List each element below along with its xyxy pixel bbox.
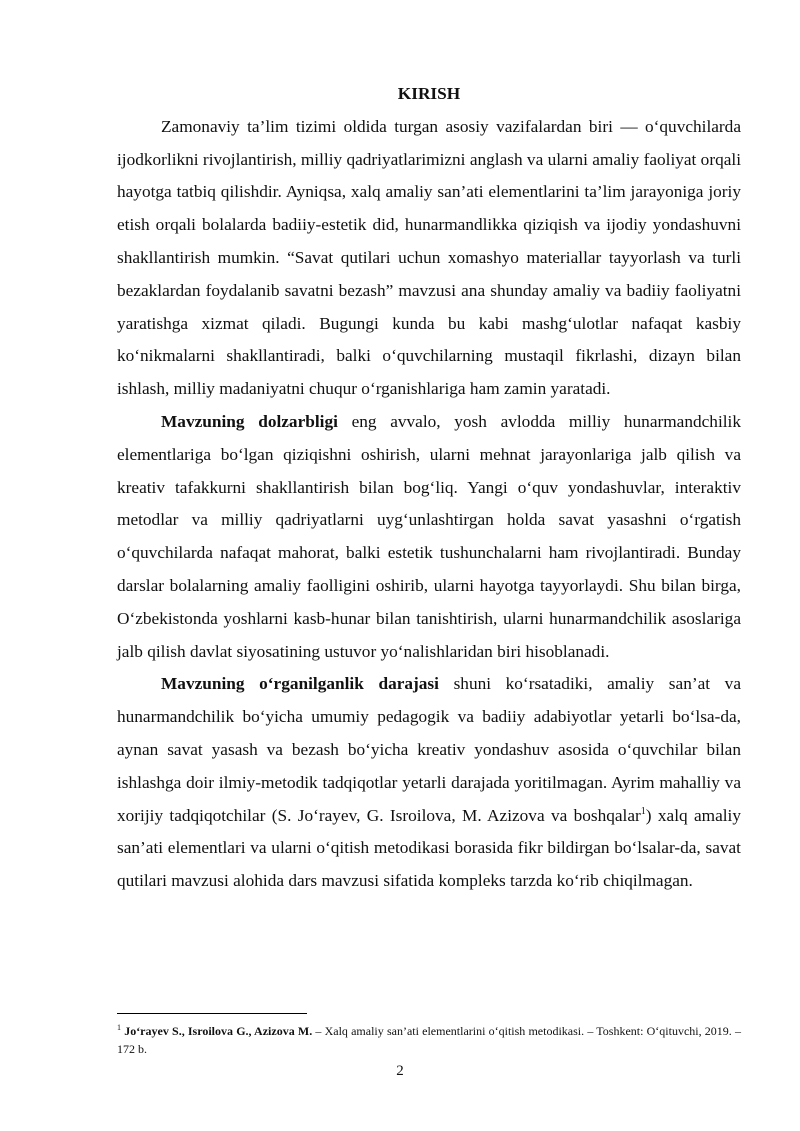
study-level-text-a: shuni ko‘rsatadiki, amaliy san’at va hunarmandchilik bo‘yicha umumiy pedagogik va badiiy adabiyotlar yetarli bo‘lsa-da, aynan savat yasash va bezash bo‘yicha kreativ yondashuv asosida o‘quvchilar bilan ishlashga doir ilmiy-metodik tadqiqotlar yetarli darajada yoritilmagan. Ayrim mahalliy va xorijiy tadqiqotchilar (S. Jo‘rayev, G. Isroilova, M. Azizova va boshqalar (117, 674, 741, 825)
footnote-reference[interactable]: 1 (640, 805, 646, 817)
document-body (117, 78, 741, 898)
study-level-text-b: ) xalq amaliy san’ati elementlari va ularni o‘qitish metodikasi borasida fikr bildirgan bo‘lsalar-da, savat qutilari mavzusi alohida dars mavzusi sifatida kompleks tarzda ko‘rib chiqilmagan. (117, 805, 741, 891)
page-number: 2 (396, 1063, 404, 1079)
footnote-mark: 1 (117, 1023, 121, 1032)
relevance-text: eng avvalo, yosh avlodda milliy hunarmandchilik elementlariga bo‘lgan qiziqishni oshirish, ularni mehnat jarayonlariga jalb qilish va kreativ tafakkurni shakllantirish bilan bog‘liq. Yangi o‘quv yondashuvlar, interaktiv metodlar va milliy qadriyatlarni uyg‘unlashtirgan holda savat yasashni o‘rgatish o‘quvchilarda nafaqat mahorat, balki estetik tushunchalarni ham rivojlantiradi. Bunday darslar bolalarning amaliy faolligini oshirib, ularni hayotga tayyorlaydi. Shu bilan birga, O‘zbekistonda yoshlarni kasb-hunar bilan tanishtirish, ularni hunarmandchilik asoslariga jalb qilish davlat siyosatining ustuvor yo‘nalishlaridan biri hisoblanadi. (117, 411, 741, 661)
page-title: KIRISH (397, 84, 461, 103)
study-level-heading: Mavzuning o‘rganilganlik darajasi (161, 674, 439, 694)
footnote-divider (117, 1013, 307, 1014)
paragraph-introduction: Zamonaviy ta’lim tizimi oldida turgan asosiy vazifalardan biri — o‘quvchilarda ijodkorlikni rivojlantirish, milliy qadriyatlarimizni anglash va ularni amaliy faoliyat orqali hayotga tatbiq qilishdir. Ayniqsa, xalq amaliy san’ati elementlarini ta’lim jarayoniga joriy etish orqali bolalarda badiiy-estetik did, hunarmandlikka qiziqish va ijodiy yondashuvni shakllantirish mumkin. “Savat qutilari uchun xomashyo materiallar tayyorlash va turli bezaklardan foydalanib savatni bezash” mavzusi ana shunday amaliy va badiiy faoliyatni yaratishga xizmat qiladi. Bugungi kunda bu kabi mashg‘ulotlar nafaqat kasbiy ko‘nikmalarni shakllantiradi, balki o‘quvchilarning mustaqil fikrlashi, dizayn bilan ishlash, milliy madaniyatni chuqur o‘rganishlariga ham zamin yaratadi. (117, 116, 741, 399)
footnote (117, 1022, 741, 1058)
paragraph-study-level (117, 668, 741, 898)
footnote-text: – Xalq amaliy san’ati elementlarini o‘qitish metodikasi. – Toshkent: O‘qituvchi, 2019. – 172 b. (117, 1024, 741, 1056)
footnote-authors: Jo‘rayev S., Isroilova G., Azizova M. (124, 1024, 313, 1038)
relevance-heading: Mavzuning dolzarbligi (161, 411, 338, 431)
paragraph-relevance (117, 406, 741, 668)
